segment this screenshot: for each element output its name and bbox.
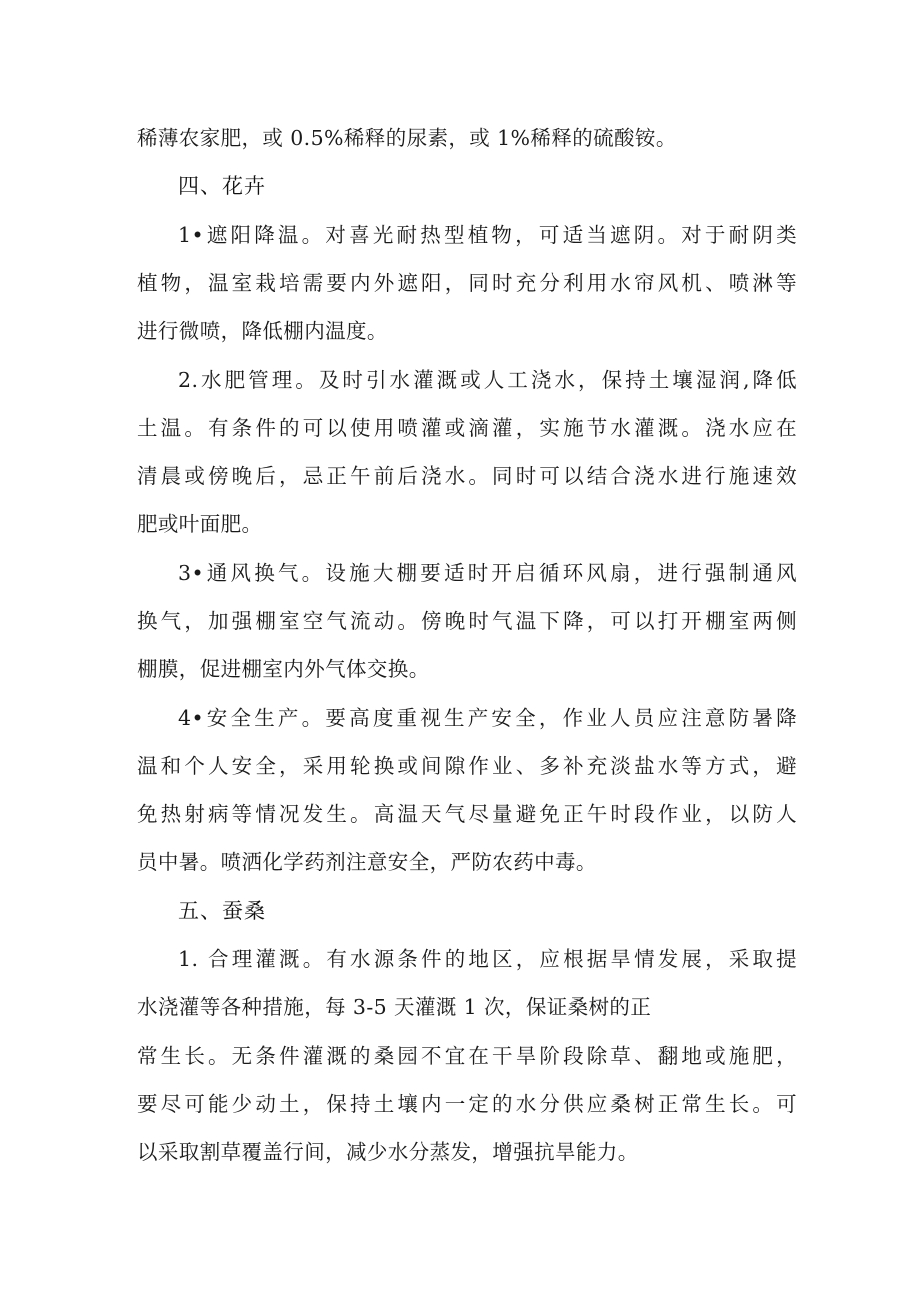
text-line: 员中暑。喷洒化学药剂注意安全，严防农药中毒。 [137, 850, 597, 874]
text-line: 进行微喷，降低棚内温度。 [137, 319, 388, 343]
text-line: 温和个人安全，采用轮换或间隙作业、多补充淡盐水等方式，避 [137, 754, 797, 778]
paragraph-first-line: 1. 合理灌溉。有水源条件的地区，应根据旱情发展，采取提 [178, 947, 797, 971]
text-line: 要尽可能少动土，保持土壤内一定的水分供应桑树正常生长。可 [137, 1092, 797, 1116]
text-line: 土温。有条件的可以使用喷灌或滴灌，实施节水灌溉。浇水应在 [137, 416, 797, 440]
text-line: 免热射病等情况发生。高温天气尽量避免正午时段作业，以防人 [137, 802, 797, 826]
text-line: 肥或叶面肥。 [137, 512, 263, 536]
paragraph-first-line: 3•通风换气。设施大棚要适时开启循环风扇，进行强制通风 [178, 561, 797, 585]
text-line: 稀薄农家肥，或 0.5%稀释的尿素，或 1%稀释的硫酸铵。 [137, 126, 677, 150]
paragraph-first-line: 4•安全生产。要高度重视生产安全，作业人员应注意防暑降 [178, 706, 797, 730]
text-line: 清晨或傍晚后，忌正午前后浇水。同时可以结合浇水进行施速效 [137, 464, 797, 488]
paragraph-first-line: 2.水肥管理。及时引水灌溉或人工浇水，保持土壤湿润,降低 [178, 368, 797, 392]
paragraph-first-line: 1•遮阳降温。对喜光耐热型植物，可适当遮阴。对于耐阴类 [178, 223, 797, 247]
text-line: 换气，加强棚室空气流动。傍晚时气温下降，可以打开棚室两侧 [137, 609, 797, 633]
section-heading-flowers: 四、花卉 [178, 174, 266, 198]
section-heading-sericulture: 五、蚕桑 [178, 899, 266, 923]
text-line: 水浇灌等各种措施，每 3-5 天灌溉 1 次，保证桑树的正 [137, 995, 652, 1019]
text-line: 常生长。无条件灌溉的桑园不宜在干旱阶段除草、翻地或施肥， [137, 1044, 797, 1068]
text-line: 以采取割草覆盖行间，减少水分蒸发，增强抗旱能力。 [137, 1140, 639, 1164]
text-line: 植物，温室栽培需要内外遮阳，同时充分利用水帘风机、喷淋等 [137, 271, 797, 295]
text-line: 棚膜，促进棚室内外气体交换。 [137, 657, 430, 681]
